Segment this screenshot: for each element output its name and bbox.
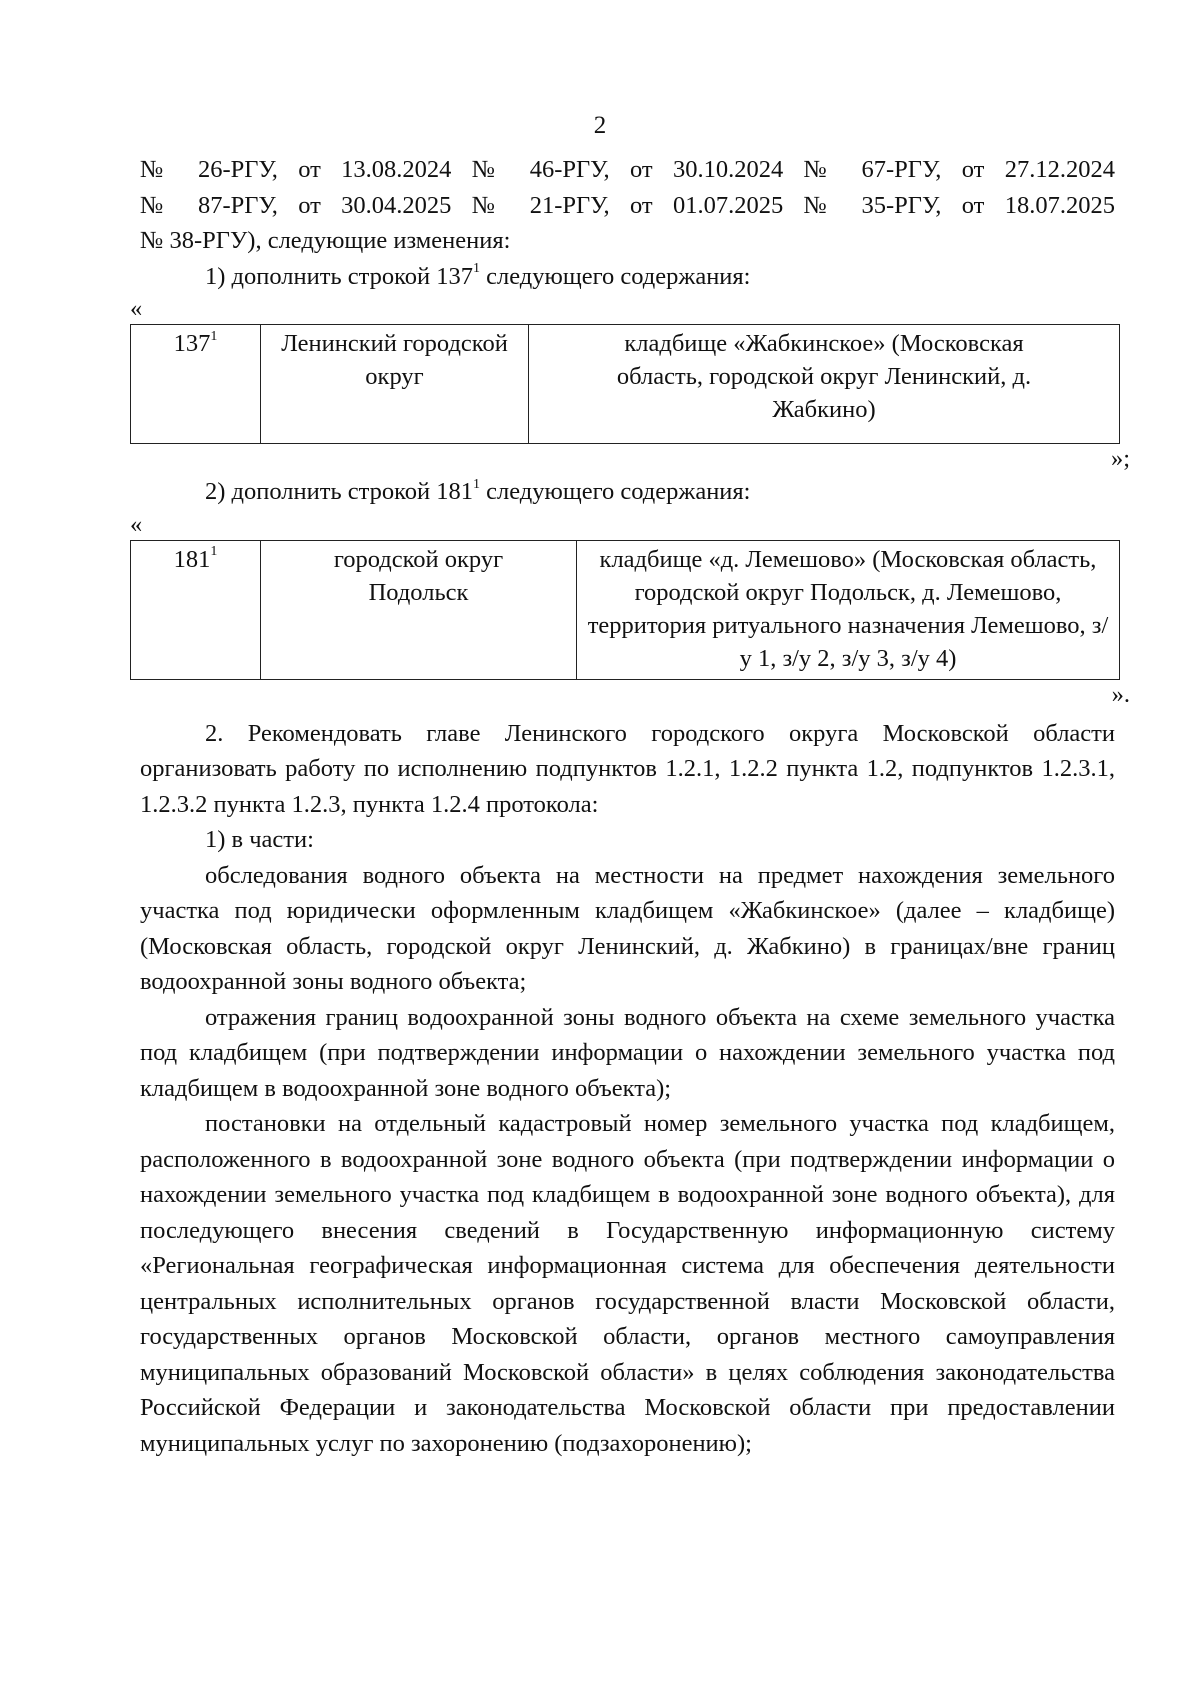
item2-quote-open: « (130, 510, 143, 538)
intro-line: № 87-РГУ, от 30.04.2025 № 21-РГУ, от 01.07.2025 № 35-РГУ, от 18.07.2025 (140, 191, 1115, 219)
subpoint-1: 1) в части: (205, 826, 314, 853)
paragraph-otrazhenie: отражения границ водоохранной зоны водного объекта на схеме земельного участка под кладбищем (при подтверждении информации о нахождении земельного участка под кладбищем в водоохранной зоне водного объекта); (140, 1003, 1115, 1102)
item2-label-sup: 1 (473, 476, 481, 492)
document-body (130, 152, 1130, 1461)
item1-label-tail: следующего содержания: (480, 262, 751, 290)
row-number-cell (131, 325, 261, 444)
item1-quote-close: »; (1110, 445, 1130, 472)
item1-table (130, 324, 1120, 444)
row-number: 137 (173, 330, 211, 357)
row-number-cell (131, 540, 261, 679)
row-okrug-cell: городской округ Подольск (261, 540, 577, 679)
item1-label (140, 259, 1115, 295)
item2-label-text: 2) дополнить строкой 181 (205, 478, 474, 505)
paragraph-postanovka: постановки на отдельный кадастровый номер земельного участка под кладбищем, расположенного в водоохранной зоне водного объекта (при подтверждении информации о нахождении земельного участка под кладбищем в водоохранной зоне водного объекта), для последующего внесения сведений в Государственную информационную систему «Региональная географическая информационная система для обеспечения деятельности центральных исполнительных органов государственной власти Московской области, государственных органов Московской области, органов местного самоуправления муниципальных образований Московской области» в целях соблюдения законодательства Российской Федерации и законодательства Московской области при предоставлении муниципальных услуг по захоронению (подзахоронению); (140, 1110, 1115, 1457)
point-2: 2. Рекомендовать главе Ленинского городского округа Московской области организовать работу по исполнению подпунктов 1.2.1, 1.2.2 пункта 1.2, подпунктов 1.2.3.1, 1.2.3.2 пункта 1.2.3, пункта 1.2.4 протокола: (140, 719, 1115, 818)
row-description-cell: кладбище «Жабкинское» (Московская область, городской округ Ленинский, д. Жабкино) (529, 325, 1120, 444)
row-okrug-cell: Ленинский городской округ (261, 325, 529, 444)
table-row (131, 325, 1120, 444)
item2-label (140, 474, 1115, 510)
item1-quote-open: « (130, 295, 143, 322)
item1-label-text: 1) дополнить строкой 137 (205, 262, 474, 290)
intro-line: № 26-РГУ, от 13.08.2024 № 46-РГУ, от 30.10.2024 № 67-РГУ, от 27.12.2024 (140, 156, 1115, 183)
row-description-cell: кладбище «д. Лемешово» (Московская область, городской округ Подольск, д. Лемешово, территория ритуального назначения Лемешово, з/у 1, з/у 2, з/у 3, з/у 4) (577, 540, 1120, 679)
row-number: 181 (173, 545, 211, 573)
paragraph-obsledovanie: обследования водного объекта на местности на предмет нахождения земельного участка под юридически оформленным кладбищем «Жабкинское» (далее – кладбище) (Московская область, городской округ Ленинский, д. Жабкино) в границах/вне границ водоохранной зоны водного объекта; (140, 861, 1115, 995)
table-row (131, 540, 1120, 679)
page-number: 2 (593, 112, 607, 139)
row-number-sup: 1 (210, 544, 218, 560)
item2-quote-close: ». (1111, 680, 1130, 708)
row-number-sup: 1 (210, 328, 218, 344)
item2-table (130, 540, 1120, 680)
intro-line: № 38-РГУ), следующие изменения: (140, 227, 511, 254)
item1-label-sup: 1 (473, 261, 481, 277)
item2-label-tail: следующего содержания: (480, 478, 751, 505)
